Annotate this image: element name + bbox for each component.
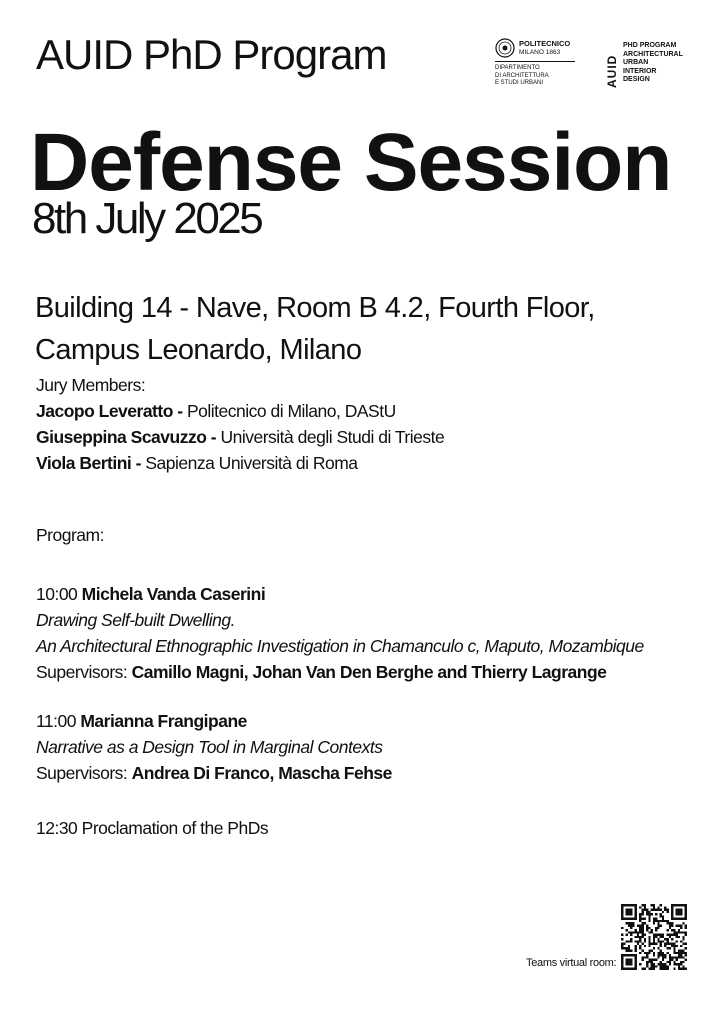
talk-time: 10:00 xyxy=(36,584,82,604)
talk-heading xyxy=(36,581,644,607)
program-label: Program: xyxy=(36,525,104,545)
politecnico-city: MILANO 1863 xyxy=(519,49,561,56)
department-name xyxy=(495,65,549,88)
talk-heading xyxy=(36,708,392,734)
talk-entry xyxy=(36,581,644,685)
auid-logo-line: URBAN xyxy=(623,59,649,66)
talk-entry xyxy=(36,708,392,786)
jury-member-name: Jacopo Leveratto - xyxy=(36,401,183,421)
supervisors-label: Supervisors: xyxy=(36,662,132,682)
jury-member-name: Giuseppina Scavuzzo - xyxy=(36,427,217,447)
jury-member-affiliation: Sapienza Università di Roma xyxy=(140,453,358,473)
auid-logo xyxy=(605,40,695,92)
supervisors-label: Supervisors: xyxy=(36,763,132,783)
auid-logo-line: ARCHITECTURAL xyxy=(623,50,683,58)
jury-member-name: Viola Bertini - xyxy=(36,453,141,473)
politecnico-name: POLITECNICO xyxy=(519,39,571,48)
jury-member-affiliation: Università degli Studi di Trieste xyxy=(216,427,445,447)
logo-divider xyxy=(495,61,575,62)
jury-section xyxy=(36,372,444,476)
talk-supervisors xyxy=(36,659,644,685)
talk-title xyxy=(36,633,644,659)
talk-title-line: Narrative as a Design Tool in Marginal Contexts xyxy=(36,737,383,757)
talk-time: 11:00 xyxy=(36,711,81,731)
headline: Defense Session xyxy=(30,117,672,208)
auid-logo-line: DESIGN xyxy=(623,76,650,83)
politecnico-seal-icon xyxy=(495,38,515,58)
talk-title xyxy=(36,607,644,633)
auid-logo-line: PHD PROGRAM xyxy=(623,42,677,49)
venue-line: Campus Leonardo, Milano xyxy=(35,334,362,366)
talk-candidate: Michela Vanda Caserini xyxy=(81,584,266,604)
jury-member-affiliation: Politecnico di Milano, DAStU xyxy=(182,401,396,421)
jury-label: Jury Members: xyxy=(36,375,146,395)
department-line: E STUDI URBANI xyxy=(495,80,544,86)
department-line: DI ARCHITETTURA xyxy=(495,72,549,79)
politecnico-logo xyxy=(495,38,585,90)
auid-mark: AUID xyxy=(605,54,619,88)
talk-title-line: An Architectural Ethnographic Investigation in Chamanculo c, Maputo, Mozambique xyxy=(36,636,644,656)
event-date: 8th July 2025 xyxy=(32,194,262,243)
closing-item: 12:30 Proclamation of the PhDs xyxy=(36,818,269,838)
qr-code-icon[interactable] xyxy=(621,904,687,970)
talk-title xyxy=(36,734,392,760)
program-title: AUID PhD Program xyxy=(36,31,387,78)
supervisors-names: Andrea Di Franco, Mascha Fehse xyxy=(131,763,392,783)
talk-candidate: Marianna Frangipane xyxy=(80,711,247,731)
auid-logo-line: INTERIOR xyxy=(623,67,657,75)
department-line: DIPARTIMENTO xyxy=(495,65,540,71)
talk-title-line: Drawing Self-built Dwelling. xyxy=(36,610,235,630)
auid-logo-text xyxy=(623,42,683,85)
venue-line: Building 14 - Nave, Room B 4.2, Fourth Floor, xyxy=(35,292,595,324)
supervisors-names: Camillo Magni, Johan Van Den Berghe and Thierry Lagrange xyxy=(131,662,607,682)
venue xyxy=(35,287,595,371)
talk-supervisors xyxy=(36,760,392,786)
teams-label: Teams virtual room: xyxy=(526,957,617,969)
jury-member xyxy=(36,450,444,476)
jury-member xyxy=(36,398,444,424)
jury-member xyxy=(36,424,444,450)
